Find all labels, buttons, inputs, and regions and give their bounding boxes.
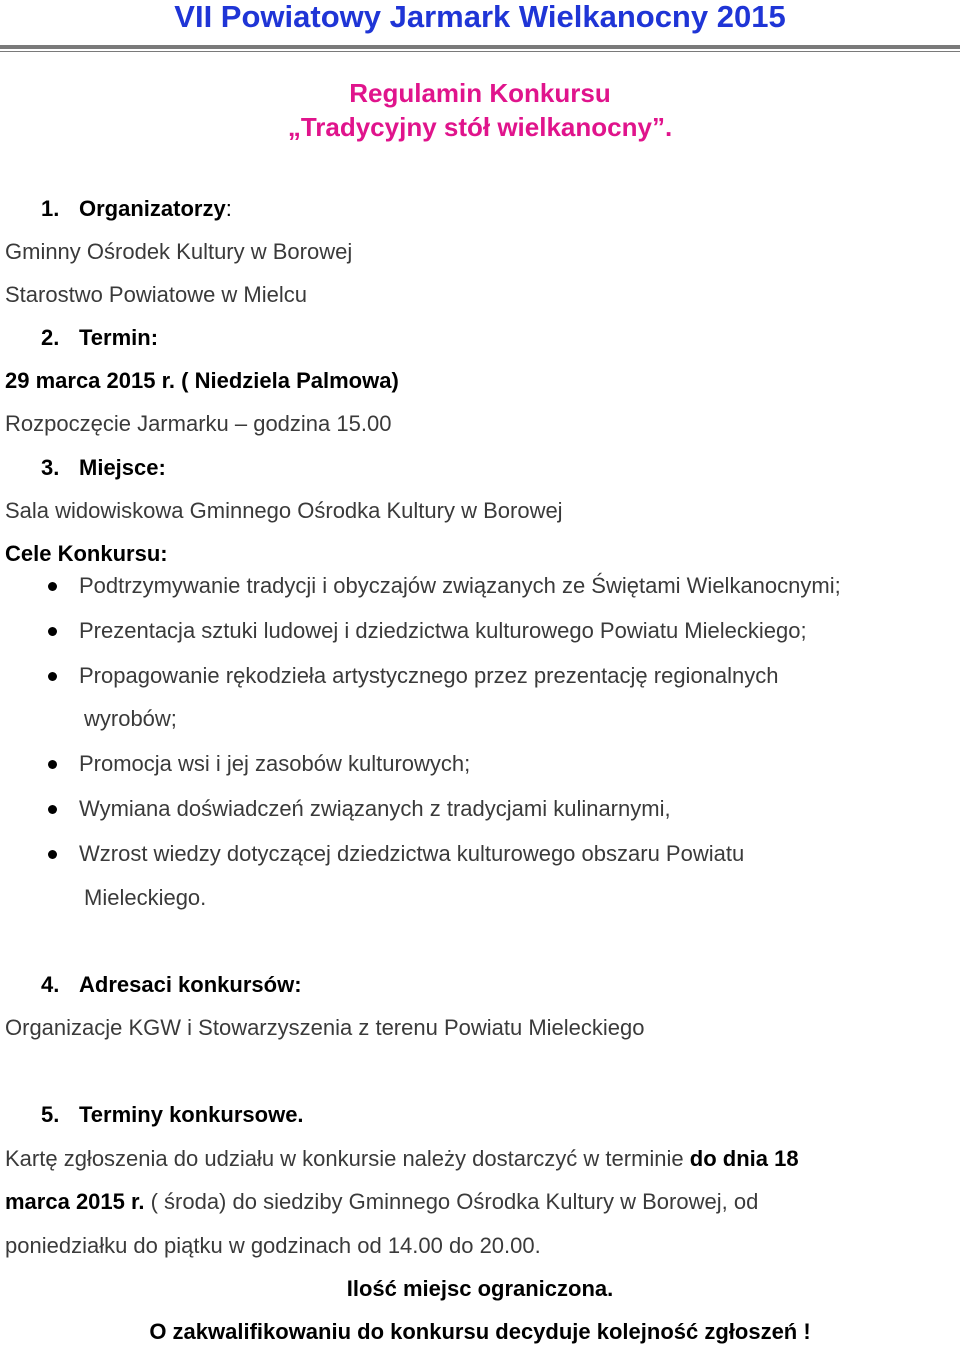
event-start-time: Rozpoczęcie Jarmarku – godzina 15.00 [5,411,392,436]
goal-item-continuation: Mieleckiego. [84,885,207,910]
section-5-heading: Terminy konkursowe. [79,1102,304,1127]
section-2-number: 2. [41,325,60,350]
section-1-colon: : [225,196,232,221]
bullet-dot [48,672,57,681]
page-header-title: VII Powiatowy Jarmark Wielkanocny 2015 [174,0,786,34]
bullet-dot [48,850,57,859]
goal-item-continuation: wyrobów; [84,706,177,731]
limited-places-notice: Ilość miejsc ograniczona. [346,1276,614,1301]
deadline-date-part-1: do dnia 18 [689,1146,799,1171]
organizer-2: Starostwo Powiatowe w Mielcu [5,282,308,307]
goal-item: Promocja wsi i jej zasobów kulturowych; [79,751,471,776]
addressees-text: Organizacje KGW i Stowarzyszenia z terenu Powiatu Mieleckiego [5,1015,645,1040]
section-5-number: 5. [41,1102,60,1127]
bullet-dot [48,760,57,769]
regulation-title: Regulamin Konkursu [349,78,611,108]
deadline-line-2 [5,1189,758,1215]
contest-name: „Tradycyjny stół wielkanocny”. [287,112,673,142]
goals-heading: Cele Konkursu: [5,541,168,566]
deadline-text-1: Kartę zgłoszenia do udziału w konkursie należy dostarczyć w terminie [5,1146,690,1171]
section-4-heading: Adresaci konkursów: [79,972,302,997]
deadline-line-3: poniedziałku do piątku w godzinach od 14.00 do 20.00. [5,1233,541,1258]
event-date: 29 marca 2015 r. ( Niedziela Palmowa) [5,368,399,393]
bullet-dot [48,627,57,636]
organizer-1: Gminny Ośrodek Kultury w Borowej [5,239,353,264]
section-3-heading: Miejsce: [79,455,166,480]
section-2-heading: Termin: [79,325,159,350]
goal-item: Wzrost wiedzy dotyczącej dziedzictwa kulturowego obszaru Powiatu [79,841,745,866]
section-4-number: 4. [41,972,60,997]
deadline-text-2: ( środa) do siedziby Gminnego Ośrodka Kultury w Borowej, od [144,1189,759,1214]
section-3-number: 3. [41,455,60,480]
qualification-notice: O zakwalifikowaniu do konkursu decyduje kolejność zgłoszeń ! [149,1319,811,1344]
goal-item: Wymiana doświadczeń związanych z tradycjami kulinarnymi, [79,796,671,821]
bullet-dot [48,582,57,591]
section-1-number: 1. [41,196,60,221]
goal-item: Prezentacja sztuki ludowej i dziedzictwa kulturowego Powiatu Mieleckiego; [79,618,807,643]
goal-item: Propagowanie rękodzieła artystycznego przez prezentację regionalnych [79,663,779,688]
section-1-heading [79,196,232,222]
bullet-dot [48,805,57,814]
header-divider-thick [0,45,960,49]
section-1-heading-text: Organizatorzy [79,196,226,221]
deadline-line-1 [5,1146,799,1172]
header-divider-thin [0,51,960,52]
goal-item: Podtrzymywanie tradycji i obyczajów związanych ze Świętami Wielkanocnymi; [79,573,841,598]
event-place: Sala widowiskowa Gminnego Ośrodka Kultury w Borowej [5,498,563,523]
deadline-date-part-2: marca 2015 r. [5,1189,145,1214]
